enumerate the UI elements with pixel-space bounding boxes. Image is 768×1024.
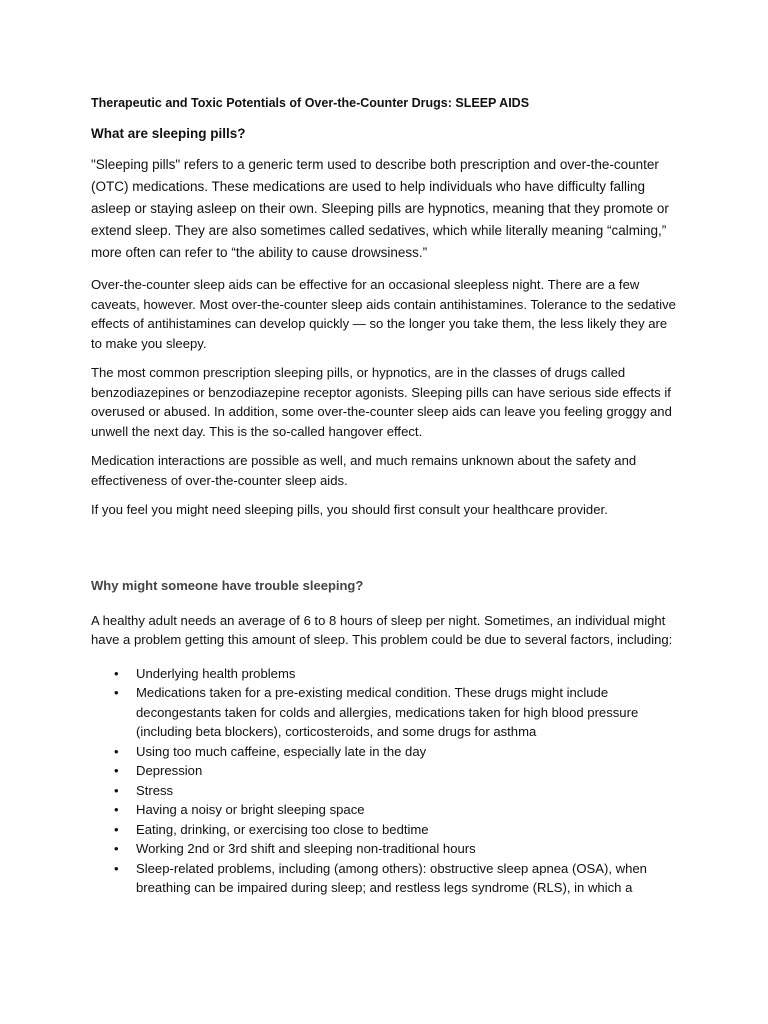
list-item-text: Medications taken for a pre-existing medical condition. These drugs might include decongestants taken for colds and allergies, medications taken for high blood pressure (including beta blockers), corticosteroids, and some drugs for asthma xyxy=(136,685,639,739)
paragraph-interactions: Medication interactions are possible as well, and much remains unknown about the safety and effectiveness of over-the-counter sleep aids. xyxy=(91,453,637,488)
bullet-icon: • xyxy=(114,665,119,681)
document-title: Therapeutic and Toxic Potentials of Over-the-Counter Drugs: SLEEP AIDS xyxy=(91,96,530,110)
list-item-text: Having a noisy or bright sleeping space xyxy=(136,802,365,817)
bullet-icon: • xyxy=(114,685,119,700)
list-item xyxy=(91,781,681,801)
heading-trouble-sleeping: Why might someone have trouble sleeping? xyxy=(91,577,364,593)
list-item xyxy=(91,664,681,684)
bullet-icon: • xyxy=(114,743,119,759)
list-item xyxy=(91,742,681,762)
list-item-text: Working 2nd or 3rd shift and sleeping non-traditional hours xyxy=(136,841,476,856)
list-item-text: Stress xyxy=(136,782,174,798)
list-item-text: Using too much caffeine, especially late in the day xyxy=(136,743,427,759)
paragraph-otc-sleep-aids: Over-the-counter sleep aids can be effective for an occasional sleepless night. There are a few caveats, however. Most over-the-counter sleep aids contain antihistamines. Tolerance to the sedative effects of antihistamines can develop quickly — so the longer you take them, the less likely they are to make you sleepy. xyxy=(91,277,676,351)
bullet-icon: • xyxy=(114,782,119,798)
bullet-icon: • xyxy=(114,860,119,876)
list-item-text: Depression xyxy=(136,763,203,778)
paragraph-prescription-pills: The most common prescription sleeping pills, or hypnotics, are in the classes of drugs called benzodiazepines or benzodiazepine receptor agonists. Sleeping pills can have serious side effects if overused or abused. In addition, some over-the-counter sleep aids can leave you feeling groggy and unwell the next day. This is the so-called hangover effect. xyxy=(91,365,672,439)
list-item-text: Eating, drinking, or exercising too close to bedtime xyxy=(136,821,429,837)
list-item xyxy=(91,859,681,898)
bullet-icon: • xyxy=(114,841,119,856)
paragraph-consult-provider: If you feel you might need sleeping pills, you should first consult your healthcare provider. xyxy=(91,502,608,517)
bullet-icon: • xyxy=(114,763,119,778)
list-item xyxy=(91,839,681,859)
list-item xyxy=(91,820,681,840)
bullet-icon: • xyxy=(114,821,119,837)
list-item xyxy=(91,800,681,820)
paragraph-definition: "Sleeping pills" refers to a generic term used to describe both prescription and over-the-counter (OTC) medications. These medications are used to help individuals who have difficulty falling asleep or staying asleep on their own. Sleeping pills are hypnotics, meaning that they promote or extend sleep. They are also sometimes called sedatives, which while literally meaning “calming,” more often can refer to “the ability to cause drowsiness.” xyxy=(91,157,669,260)
paragraph-healthy-adult: A healthy adult needs an average of 6 to 8 hours of sleep per night. Sometimes, an individual might have a problem getting this amount of sleep. This problem could be due to several factors, including: xyxy=(91,612,673,647)
list-item xyxy=(91,761,681,781)
heading-what-are-sleeping-pills: What are sleeping pills? xyxy=(91,126,246,141)
list-item-text: Underlying health problems xyxy=(136,665,296,681)
section-spacer xyxy=(91,530,681,576)
bullet-icon: • xyxy=(114,802,119,817)
list-item xyxy=(91,683,681,742)
list-item-text: Sleep-related problems, including (among others): obstructive sleep apnea (OSA), when breathing can be impaired during sleep; and restless legs syndrome (RLS), in which a xyxy=(136,860,647,895)
causes-list xyxy=(91,664,681,898)
document-page xyxy=(91,94,681,898)
